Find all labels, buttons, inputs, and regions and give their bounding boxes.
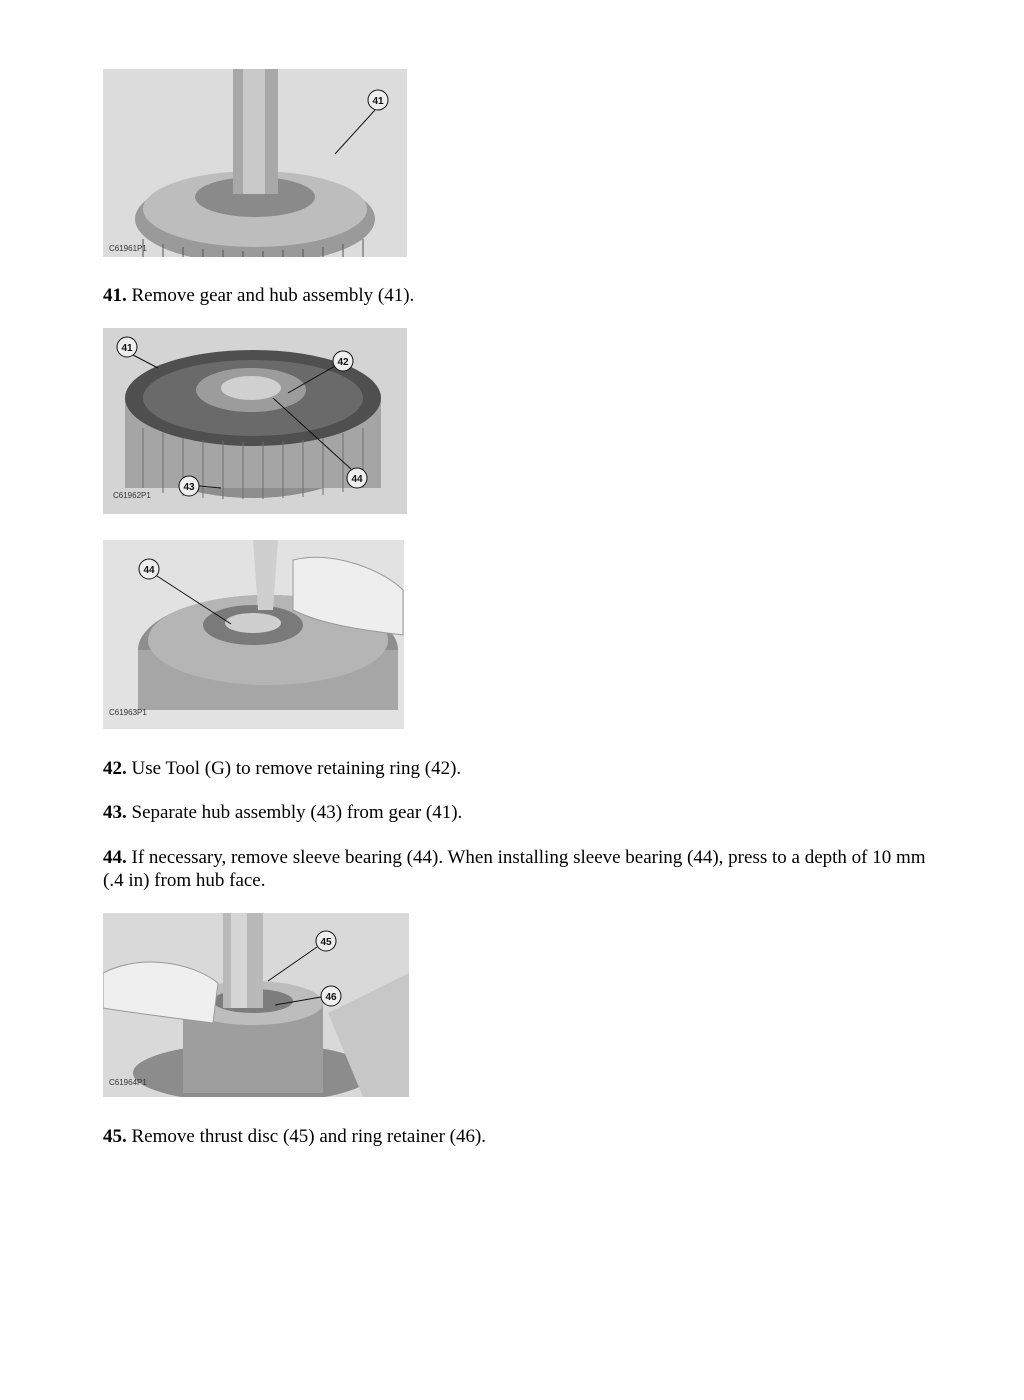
callout-43: 43 (183, 482, 195, 493)
figure-code: C61964P1 (109, 1078, 147, 1087)
callout-42: 42 (337, 357, 349, 368)
callout-46: 46 (325, 992, 337, 1003)
step-43 (103, 801, 933, 824)
step-number: 43. (103, 802, 127, 823)
figure-code: C61961P1 (109, 244, 147, 253)
callout-44: 44 (351, 474, 363, 485)
step-number: 41. (103, 285, 127, 306)
step-number: 45. (103, 1126, 127, 1147)
step-number: 44. (103, 847, 127, 868)
step-45 (103, 1125, 933, 1148)
callout-45: 45 (320, 937, 332, 948)
callout-41: 41 (121, 343, 133, 354)
step-text: Use Tool (G) to remove retaining ring (42). (126, 758, 462, 779)
step-text: Remove gear and hub assembly (41). (126, 285, 415, 306)
figure-code: C61963P1 (109, 708, 147, 717)
figure-thrust-disc (103, 913, 409, 1097)
figure-code: C61962P1 (113, 491, 151, 500)
callout-41: 41 (372, 96, 384, 107)
step-44 (103, 846, 933, 892)
step-number: 42. (103, 758, 127, 779)
step-42 (103, 757, 933, 780)
figure-sleeve-bearing (103, 540, 404, 729)
figure-gear-hub-assembly (103, 69, 407, 257)
callout-44: 44 (143, 565, 155, 576)
step-41 (103, 284, 933, 307)
step-text: If necessary, remove sleeve bearing (44). When installing sleeve bearing (44), press to a depth of 10 mm (.4 in) from hub face. (103, 847, 926, 891)
figure-gear-and-hub (103, 328, 407, 514)
step-text: Remove thrust disc (45) and ring retainer (46). (126, 1126, 487, 1147)
step-text: Separate hub assembly (43) from gear (41). (126, 802, 463, 823)
